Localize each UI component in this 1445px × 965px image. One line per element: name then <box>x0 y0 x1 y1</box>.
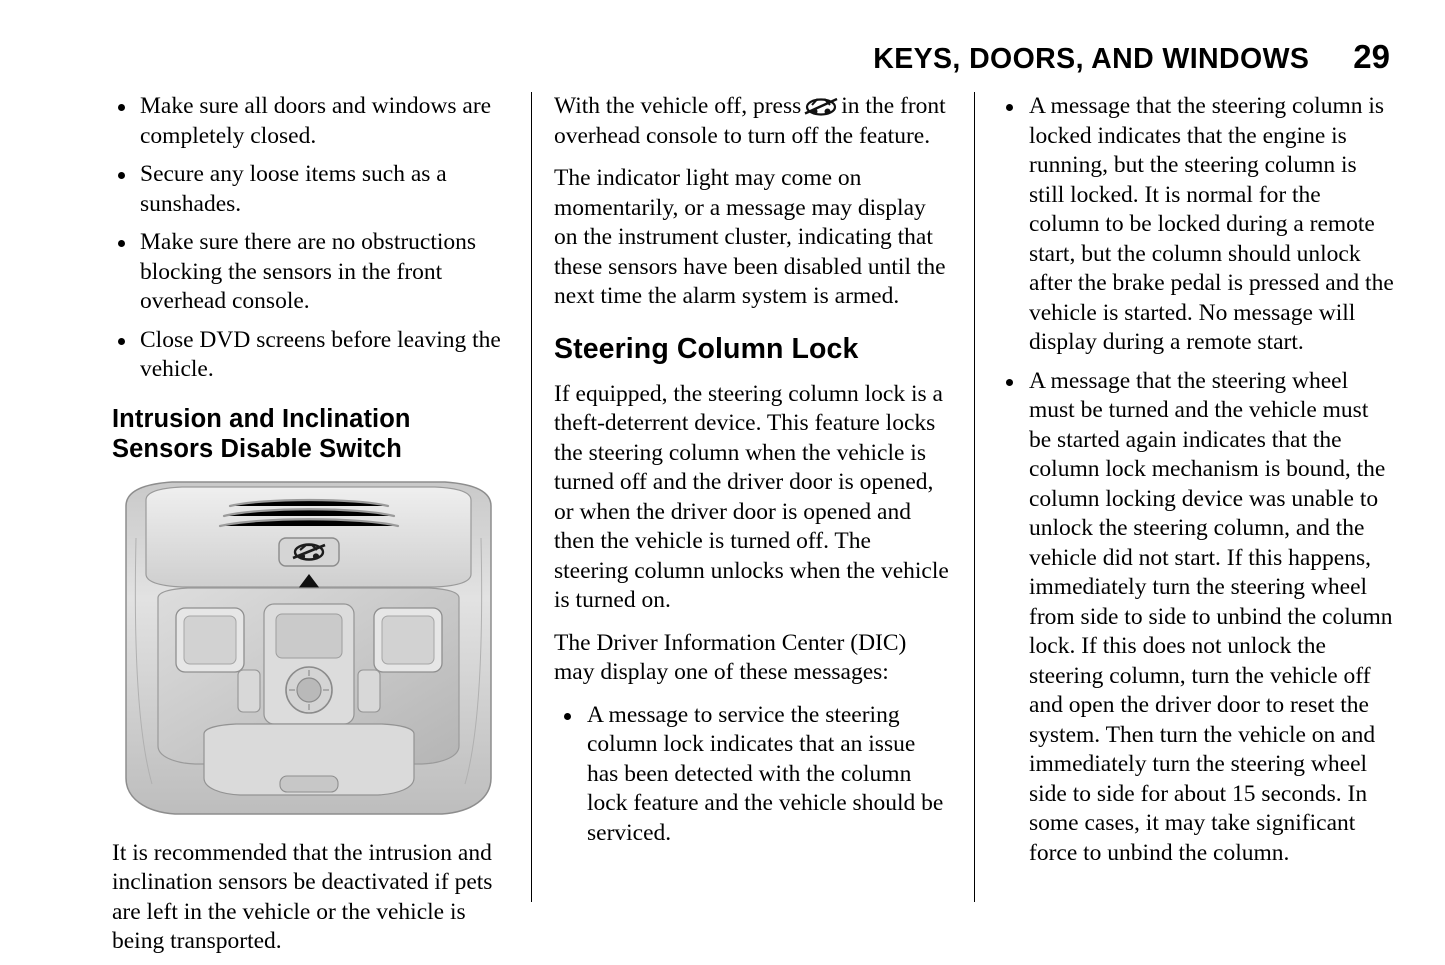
column2-bullet-list <box>554 701 949 849</box>
column-divider-2 <box>974 92 975 902</box>
list-item: Close DVD screens before leaving the vehicle. <box>112 326 507 385</box>
intrusion-sensor-disable-icon <box>803 94 839 118</box>
column-2 <box>554 92 949 902</box>
list-item: A message that the steering wheel must be turned and the vehicle must be started again indicates that the column lock mechanism is bound, the column locking device was unable to unlock the steering column, and the vehicle did not start. If this happens, immediately turn the steering wheel from side to side to unbind the column lock. If this does not unlock the steering column, turn the vehicle off and open the driver door to reset the system. Then turn the vehicle on and immediately turn the steering wheel side to side for about 15 seconds. In some cases, it may take significant force to unbind the column. <box>996 367 1396 869</box>
page-header <box>112 38 1390 84</box>
heading-intrusion-inclination-sensors: Intrusion and Inclination Sensors Disable Switch <box>112 404 411 463</box>
list-item: Make sure there are no obstructions blocking the sensors in the front overhead console. <box>112 228 507 317</box>
list-item: Secure any loose items such as a sunshades. <box>112 160 507 219</box>
column1-paragraph: It is recommended that the intrusion and inclination sensors be deactivated if pets are left in the vehicle or the vehicle is being transported. <box>112 839 493 954</box>
column-1 <box>112 92 507 954</box>
column3-bullet-list <box>996 92 1396 868</box>
list-item: Make sure all doors and windows are completely closed. <box>112 92 507 151</box>
column1-bullet-list <box>112 92 507 385</box>
list-item: A message that the steering column is locked indicates that the engine is running, but the steering column is still locked. It is normal for the column to be locked during a remote start, but the column should unlock after the brake pedal is pressed and the vehicle is started. No message will display during a remote start. <box>996 92 1396 358</box>
heading-steering-column-lock: Steering Column Lock <box>554 332 859 365</box>
column2-paragraph-3: If equipped, the steering column lock is a theft-deterrent device. This feature locks the steering column when the vehicle is turned off and the driver door is opened, or when the driver door is opened and then the vehicle is turned off. The steering column unlocks when the vehicle is turned on. <box>554 380 949 613</box>
page-title: KEYS, DOORS, AND WINDOWS <box>873 43 1310 75</box>
column-divider-1 <box>531 92 532 902</box>
column2-paragraph-1 <box>554 92 949 151</box>
para1-text-before-icon: With the vehicle off, press <box>554 93 802 119</box>
column2-paragraph-2: The indicator light may come on momentarily, or a message may display on the instrument cluster, indicating that these sensors have been disabled until the next time the alarm system is armed. <box>554 165 946 309</box>
para1-text-after-icon: in the front overhead console to turn off the feature. <box>554 93 946 149</box>
overhead-console-figure <box>112 478 505 821</box>
list-item: A message to service the steering column lock indicates that an issue has been detected with the column lock feature and the vehicle should be serviced. <box>554 701 949 849</box>
column-3 <box>996 92 1396 902</box>
page-columns <box>112 92 1394 954</box>
column2-paragraph-4: The Driver Information Center (DIC) may display one of these messages: <box>554 629 907 685</box>
page-number: 29 <box>1353 38 1390 75</box>
